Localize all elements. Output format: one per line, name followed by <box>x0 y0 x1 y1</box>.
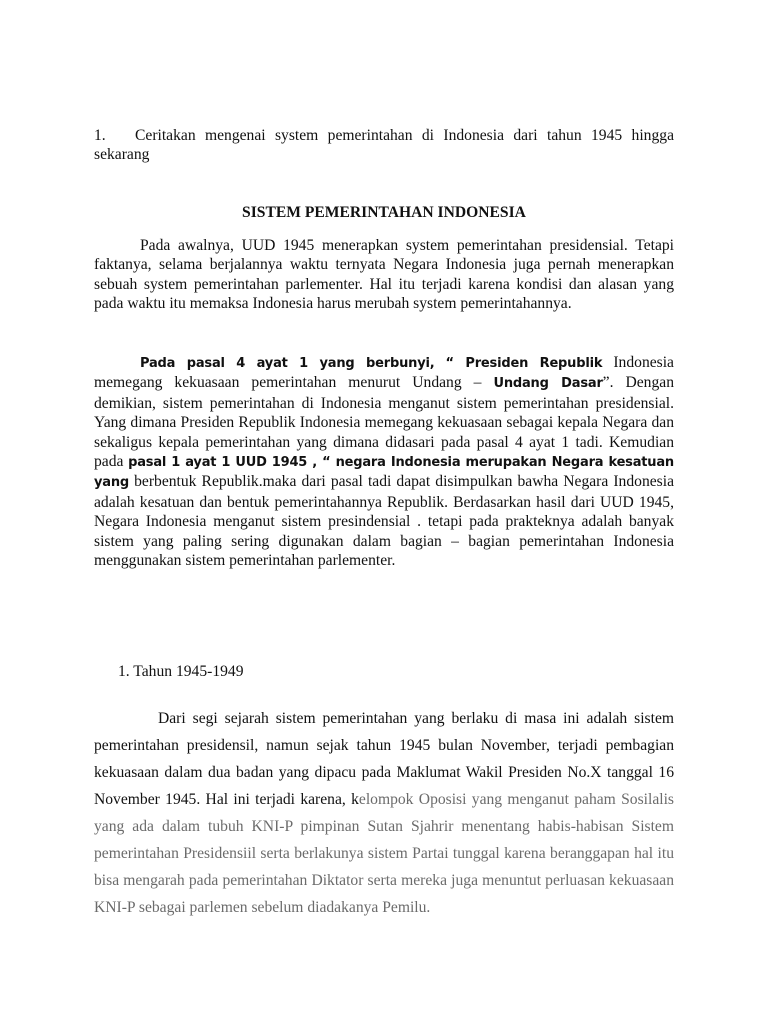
pasal-1-ayat-1-bold: pasal 1 ayat 1 UUD 1945 , “ negara Indonesia merupakan Negara kesatuan yang <box>94 455 674 491</box>
pasal-intro-bold: Pada pasal 4 ayat 1 yang berbunyi, <box>140 356 435 371</box>
section-heading-1945-1949: 1. Tahun 1945-1949 <box>118 663 244 680</box>
question-text: Ceritakan mengenai system pemerintahan di Indonesia dari tahun 1945 hingga sekarang <box>94 127 674 163</box>
paragraph-pasal <box>94 353 674 570</box>
document-title: SISTEM PEMERINTAHAN INDONESIA <box>242 204 526 221</box>
section-text-dark: Dari segi sejarah sistem pemerintahan yang berlaku di masa ini adalah sistem pemerintahan presidensil, namun sejak tahun 1945 bulan November, terjadi pembagian kekuasaan dalam dua badan yang dipacu pada Maklumat Wakil Presiden No.X tanggal 16 November 1945. Hal ini terjadi karena, k <box>94 710 674 808</box>
paragraph-1945-1949 <box>94 705 674 921</box>
quote-presiden-bold: “ Presiden Republik <box>445 356 603 371</box>
pasal-text-2: ”. Dengan demikian, sistem pemerintahan di Indonesia menganut sistem pemerintahan presidensial. Yang dimana Presiden Republik Indonesia memegang kekuasaan sebagai kepala Negara dan sekaligus kepala pemerintahan yang dimana didasari pada pasal 4 ayat 1 tadi. Kemudian pada <box>94 374 674 471</box>
section-text-grey: elompok Oposisi yang menganut paham Sosilalis yang ada dalam tubuh KNI-P pimpinan Sutan Sjahrir menentang habis-habisan Sistem pemerintahan Presidensiil serta berlakunya sistem Partai tunggal karena beranggapan hal itu bisa mengarah pada pemerintahan Diktator serta mereka juga menuntut perluasan kekuasaan KNI-P sebagai parlemen sebelum diadakanya Pemilu. <box>94 791 674 916</box>
pasal-text-3: berbentuk Republik.maka dari pasal tadi dapat disimpulkan bawha Negara Indonesia adalah kesatuan dan bentuk pemerintahannya Republik. Berdasarkan hasil dari UUD 1945, Negara Indonesia menganut sistem presindensial . tetapi pada prakteknya adalah banyak sistem yang paling sering digunakan dalam bagian – bagian pemerintahan Indonesia menggunakan sistem pemerintahan parlementer. <box>94 473 674 570</box>
quote-uud-bold: Undang Dasar <box>493 376 603 392</box>
paragraph-intro: Pada awalnya, UUD 1945 menerapkan system pemerintahan presidensial. Tetapi faktanya, selama berjalannya waktu ternyata Negara Indonesia juga pernah menerapkan sebuah system pemerintahan parlementer. Hal itu terjadi karena kondisi dan alasan yang pada waktu itu memaksa Indonesia harus merubah system pemerintahannya. <box>94 237 674 313</box>
question-number: 1. <box>94 127 106 144</box>
pasal-text-1: Indonesia memegang kekuasaan pemerintahan menurut Undang – <box>94 354 674 392</box>
